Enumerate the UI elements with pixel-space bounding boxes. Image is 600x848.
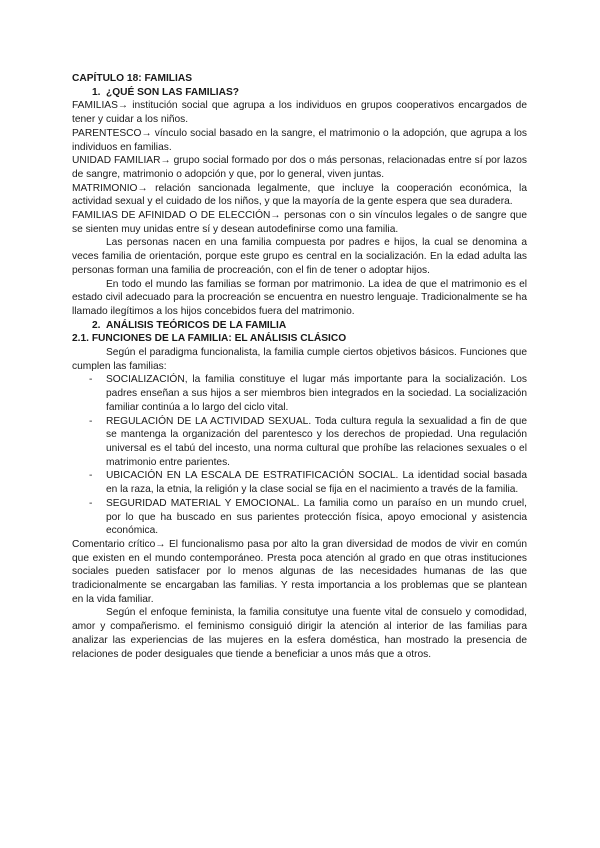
definition-text: grupo social formado por dos o más personas, relacionadas entre sí por lazos de sangre, matrimonio o adopción y que, por lo general, viven juntas.	[72, 155, 527, 180]
definition-parentesco	[72, 127, 527, 154]
arrow-icon: →	[270, 210, 281, 222]
definition-text: relación sancionada legalmente, que incluye la cooperación económica, la actividad sexual y el cuidado de los niños, y que la mayoría de la gente espera que sea duradera.	[72, 182, 527, 208]
subsection-2-1-heading: 2.1. FUNCIONES DE LA FAMILIA: EL ANÁLISIS CLÁSICO	[72, 333, 347, 345]
list-item-regulacion	[72, 415, 527, 470]
paragraph-feminista: Según el enfoque feminista, la familia consitutye una fuente vital de consuelo y comodidad, amor y compañerismo. el feminismo consiguió dirigir la atención al interior de las familias para analizar las experiencias de las mujeres en la esfera doméstica, han mostrado la presencia de relaciones de poder desiguales que tiende a beneficiar a unos más que a otros.	[72, 607, 527, 660]
critique-text: El funcionalismo pasa por alto la gran diversidad de modos de vivir en común que existen en el mundo contemporáneo. Presta poca atención al grado en que otras instituciones sociales pueden satisfacer por lo menos algunas de las necesidades humanas de las que tradicionalmente se encargaban las familias. Y resta importancia a los problemas que se plantean en la vida familiar.	[72, 538, 527, 605]
arrow-icon: →	[137, 182, 148, 194]
definition-familias-afinidad	[72, 209, 527, 236]
definition-term: UNIDAD FAMILIAR	[72, 155, 161, 167]
critique-term: Comentario crítico	[72, 538, 156, 550]
definition-text: institución social que agrupa a los individuos en grupos cooperativos encargados de tener y cuidar a los niños.	[72, 100, 527, 126]
function-term: SOCIALIZACIÓN	[106, 374, 185, 386]
definition-text: vínculo social basado en la sangre, el matrimonio o la adopción, que agrupa a los individuos en familias.	[72, 127, 527, 153]
chapter-title: CAPÍTULO 18: FAMILIAS	[72, 73, 192, 84]
list-item-seguridad	[72, 497, 527, 538]
definition-term: FAMILIAS DE AFINIDAD O DE ELECCIÓN	[72, 210, 271, 222]
definition-familias	[72, 99, 527, 126]
section-1-heading	[72, 86, 527, 100]
function-term: REGULACIÓN DE LA ACTIVIDAD SEXUAL	[106, 415, 309, 427]
arrow-icon: →	[155, 538, 166, 550]
paragraph-orientacion: Las personas nacen en una familia compuesta por padres e hijos, la cual se denomina a veces familia de orientación, porque este grupo es central en la socialización. En la edad adulta las personas forman una familia de procreación, con el fin de tener o adoptar hijos.	[72, 237, 527, 276]
definition-term: PARENTESCO	[72, 127, 142, 139]
functions-list	[72, 373, 527, 537]
function-term: UBICACIÓN EN LA ESCALA DE ESTRATIFICACIÓN SOCIAL	[106, 470, 396, 482]
section-1-number: 1.	[92, 86, 101, 98]
dash-bullet: -	[89, 497, 93, 509]
section-2-number: 2.	[92, 319, 101, 331]
definition-text: personas con o sin vínculos legales o de sangre que se sienten muy unidas entre sí y desean autodefinirse como una familia.	[72, 210, 527, 235]
paragraph-matrimonio: En todo el mundo las familias se forman por matrimonio. La idea de que el matrimonio es el estado civil adecuado para la procreación se encuentra en nuestro lenguaje. Tradicionalmente se ha llamado ilegítimos a los hijos concebidos fuera del matrimonio.	[72, 278, 527, 317]
arrow-icon: →	[117, 100, 129, 112]
arrow-icon: →	[160, 155, 171, 167]
definition-unidad-familiar	[72, 154, 527, 181]
function-text: , la familia constituye el lugar más importante para la socialización. Los padres enseñan a sus hijos a ser miembros bien integrados en la sociedad. La socialización familiar continúa a lo largo del ciclo vital.	[106, 374, 527, 413]
dash-bullet: -	[89, 374, 93, 386]
function-text: . La identidad social basada en la raza, la etnia, la religión y la clase social se fija en el nacimiento a través de la familia.	[106, 470, 528, 496]
list-item-socializacion	[72, 373, 527, 414]
paragraph-funcionalista: Según el paradigma funcionalista, la familia cumple ciertos objetivos básicos. Funciones que cumplen las familias:	[72, 347, 527, 372]
dash-bullet: -	[89, 470, 93, 482]
definition-term: FAMILIAS	[72, 100, 118, 112]
section-2-title: ANÁLISIS TEÓRICOS DE LA FAMILIA	[106, 319, 287, 331]
definition-term: MATRIMONIO	[72, 182, 138, 194]
paragraph-comentario-critico	[72, 538, 527, 607]
arrow-icon: →	[141, 127, 152, 139]
function-text: . Toda cultura regula la sexualidad a fin de que se mantenga la organización del parentesco y los derechos de propiedad. Una regulación universal es el tabú del incesto, una norma cultural que prohíbe las relaciones sexuales o el matrimonio entre parientes.	[106, 415, 527, 468]
section-2-heading	[72, 319, 527, 333]
document-page	[72, 72, 527, 661]
definition-matrimonio	[72, 182, 527, 209]
dash-bullet: -	[89, 415, 93, 427]
section-1-title: ¿QUÉ SON LAS FAMILIAS?	[106, 86, 240, 98]
function-text: . La familia como un paraíso en un mundo cruel, por lo que ha buscado en sus parientes protección física, apoyo emocional y asistencia económica.	[106, 497, 527, 537]
list-item-ubicacion	[72, 469, 527, 496]
function-term: SEGURIDAD MATERIAL Y EMOCIONAL	[106, 497, 297, 509]
